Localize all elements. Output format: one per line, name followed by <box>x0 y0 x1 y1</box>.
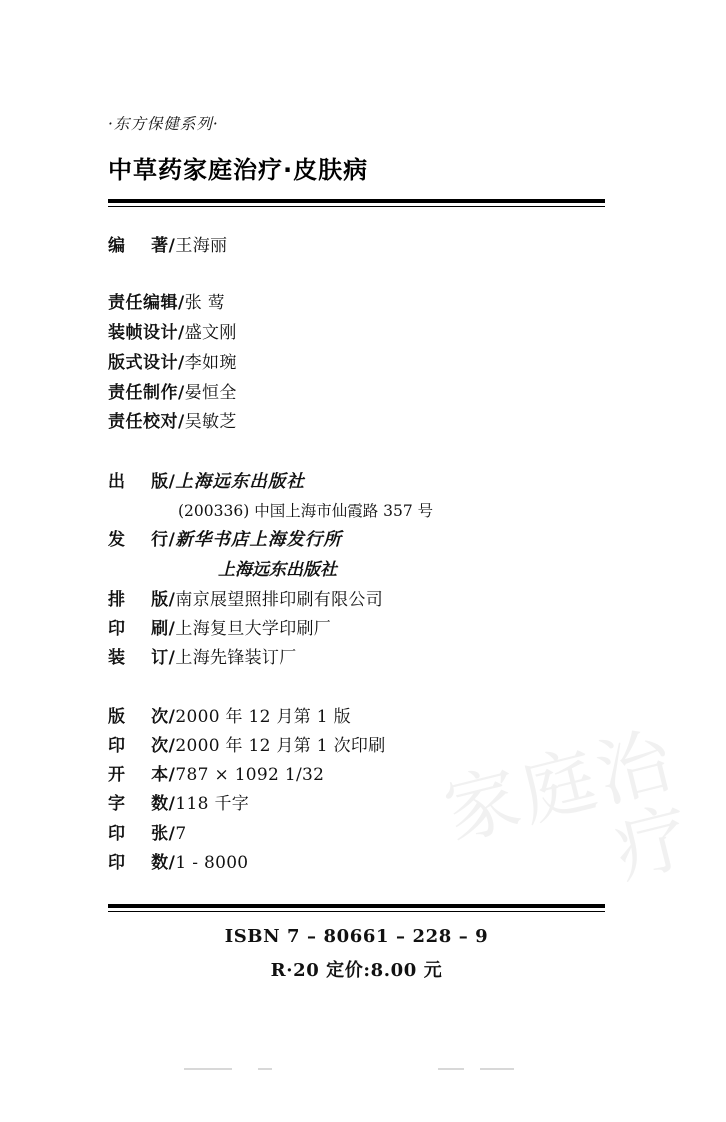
print-run-row <box>108 732 618 761</box>
second-publisher: 上海远东出版社 <box>218 560 337 581</box>
credit-value: 吴敏芝 <box>184 412 237 433</box>
format-label: 开 本/ <box>108 765 176 786</box>
typesetter-row <box>108 586 618 615</box>
distributor-value: 新华书店上海发行所 <box>175 529 342 550</box>
distributor-label: 发 行/ <box>108 529 176 550</box>
word-count-value: 118 千字 <box>175 794 250 815</box>
sheets-row <box>108 820 618 849</box>
typesetter-label: 排 版/ <box>108 590 176 611</box>
divider-top <box>108 199 605 207</box>
binder-label: 装 订/ <box>108 647 176 668</box>
edition-row <box>108 703 618 732</box>
isbn-value: ISBN 7 – 80661 – 228 – 9 <box>224 926 489 948</box>
publisher-row <box>108 468 618 498</box>
edition-label: 版 次/ <box>108 706 176 727</box>
scan-artifacts <box>108 1064 618 1074</box>
print-run-value: 2000 年 12 月第 1 次印刷 <box>175 735 386 756</box>
publisher-address: (200336) 中国上海市仙霞路 357 号 <box>178 501 434 520</box>
edition-block <box>108 703 618 878</box>
author-block <box>108 233 618 259</box>
credit-row <box>108 349 618 379</box>
credit-value: 张 莺 <box>184 293 226 314</box>
print-run-label: 印 次/ <box>108 735 176 756</box>
copies-label: 印 数/ <box>108 852 176 873</box>
typesetter-value: 南京展望照排印刷有限公司 <box>175 590 383 611</box>
format-row <box>108 761 618 790</box>
binder-row <box>108 644 618 673</box>
author-value: 王海丽 <box>175 236 228 256</box>
publisher-value: 上海远东出版社 <box>175 472 305 493</box>
printer-label: 印 刷/ <box>108 618 176 639</box>
scan-mark <box>480 1068 514 1070</box>
credits-block <box>108 289 618 438</box>
colophon-content <box>0 112 726 982</box>
credit-value: 盛文刚 <box>184 323 237 344</box>
edition-value: 2000 年 12 月第 1 版 <box>175 706 351 727</box>
scan-mark <box>438 1068 464 1070</box>
credit-row <box>108 319 618 349</box>
distributor-row <box>108 526 618 556</box>
copies-value: 1 - 8000 <box>175 852 249 873</box>
word-count-row <box>108 790 618 819</box>
credit-value: 李如琬 <box>184 352 237 373</box>
credit-row <box>108 379 618 409</box>
publisher-label: 出 版/ <box>108 472 176 493</box>
watermark-text: 家庭治疗 <box>436 716 704 895</box>
credit-label: 责任校对/ <box>108 412 185 433</box>
divider-bottom <box>108 904 605 912</box>
price-value: R·20 定价:8.00 元 <box>270 960 443 982</box>
isbn-block <box>108 926 605 982</box>
sheets-label: 印 张/ <box>108 823 176 844</box>
credit-label: 责任编辑/ <box>108 293 185 314</box>
printer-value: 上海复旦大学印刷厂 <box>175 618 332 639</box>
credit-label: 责任制作/ <box>108 382 185 403</box>
author-row <box>108 233 618 259</box>
page-title: 中草药家庭治疗·皮肤病 <box>108 156 369 184</box>
printer-row <box>108 615 618 644</box>
credit-row <box>108 289 618 319</box>
credit-label: 版式设计/ <box>108 352 185 373</box>
copies-row <box>108 849 618 878</box>
credit-label: 装帧设计/ <box>108 323 185 344</box>
credit-value: 晏恒全 <box>184 382 237 403</box>
series-line: ·东方保健系列· <box>108 115 219 133</box>
sheets-value: 7 <box>175 823 187 844</box>
scan-mark <box>258 1068 272 1070</box>
word-count-label: 字 数/ <box>108 794 176 815</box>
scan-mark <box>184 1068 232 1070</box>
format-value: 787 × 1092 1/32 <box>175 765 325 786</box>
publishing-block <box>108 468 618 673</box>
author-label: 编 著/ <box>108 236 176 256</box>
credit-row <box>108 408 618 438</box>
binder-value: 上海先锋装订厂 <box>175 647 297 668</box>
